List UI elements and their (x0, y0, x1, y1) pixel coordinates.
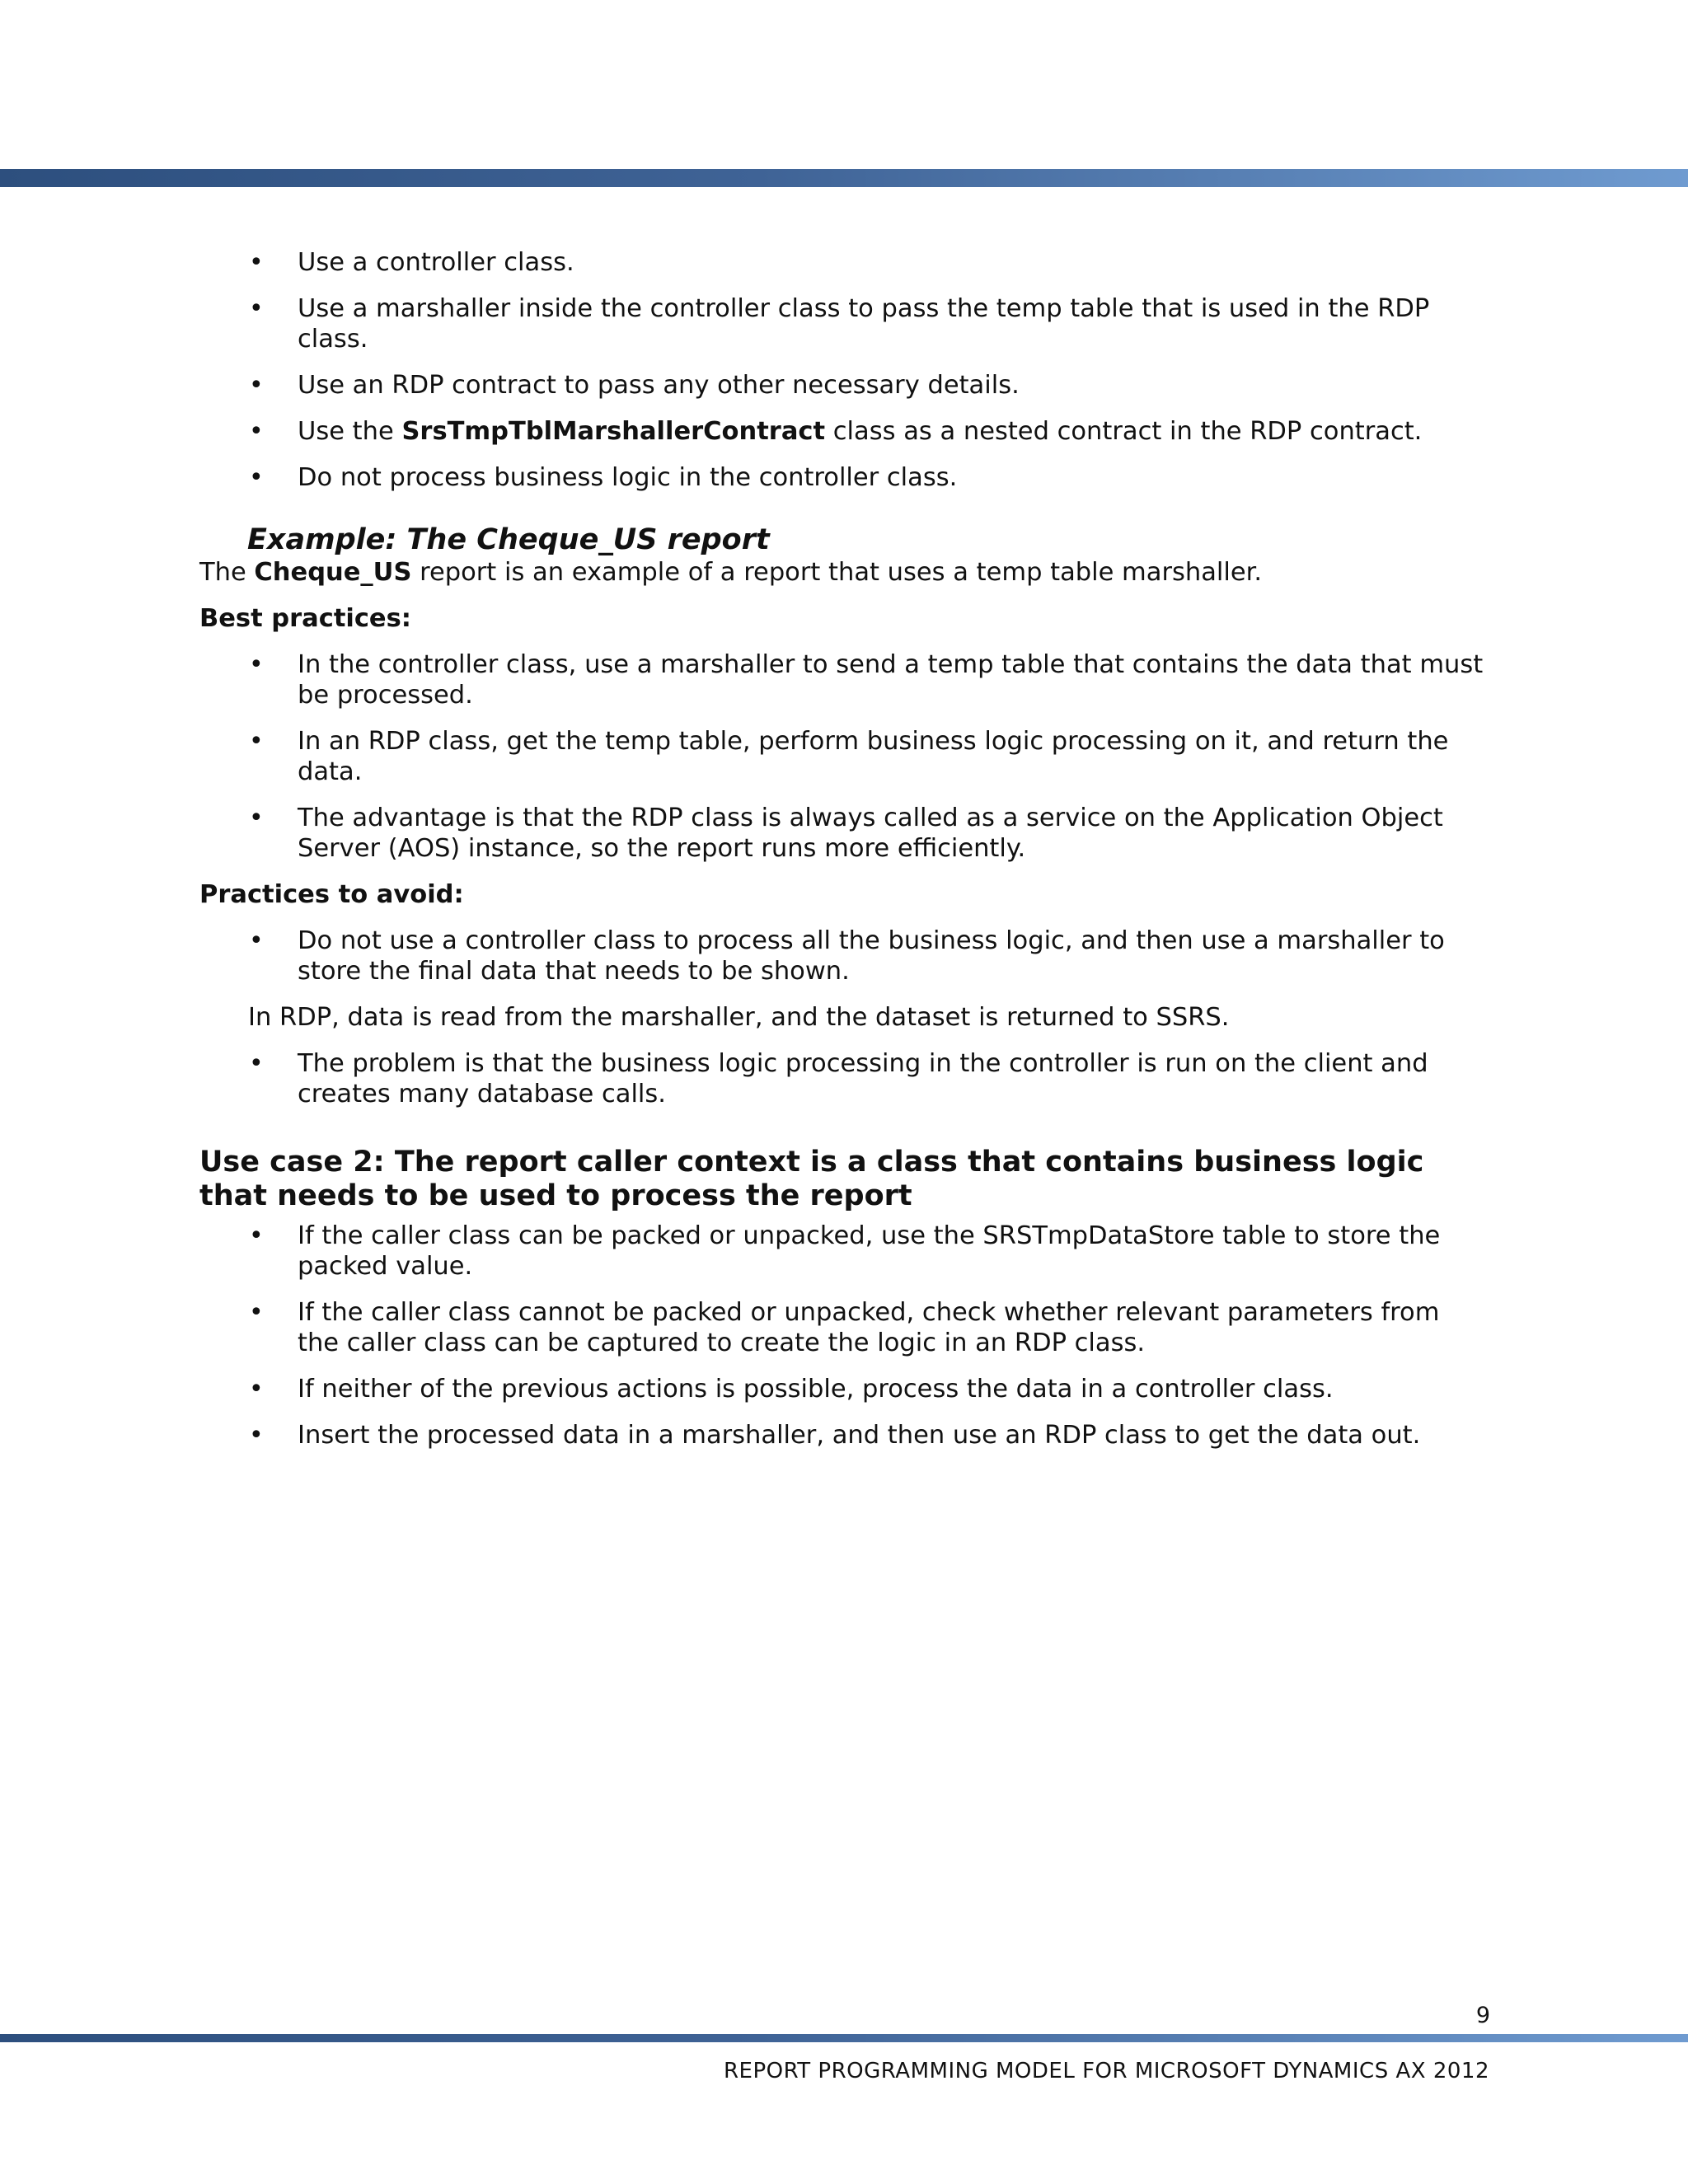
list-item: • In an RDP class, get the temp table, perform business logic processing on it, and return the data. (249, 727, 1449, 786)
bullet-icon: • (249, 926, 264, 955)
list-item: • If neither of the previous actions is possible, process the data in a controller class. (249, 1375, 1334, 1404)
bullet-icon: • (249, 1221, 264, 1250)
list-item: • Do not process business logic in the controller class. (249, 463, 958, 492)
list-item: • The problem is that the business logic processing in the controller is run on the client and creates many database calls. (249, 1049, 1428, 1108)
bullet-icon: • (249, 804, 264, 832)
report-name: Cheque_US (254, 558, 412, 587)
list-item: • Use a marshaller inside the controller class to pass the temp table that is used in the RDP class. (249, 294, 1430, 354)
practices-to-avoid-list-continued (199, 1048, 1485, 1109)
bullet-icon: • (249, 294, 264, 323)
use-case-2-list (199, 1221, 1485, 1451)
list-item: • The advantage is that the RDP class is always called as a service on the Application Object Server (AOS) instance, so the report runs more efficiently. (249, 804, 1443, 863)
example-intro: The Cheque_US report is an example of a report that uses a temp table marshaller. (199, 558, 1263, 587)
bullet-icon: • (249, 727, 264, 756)
practices-to-avoid-list (199, 926, 1485, 987)
header-rule (0, 169, 1688, 187)
page-number: 9 (1475, 2003, 1490, 2028)
bullet-icon: • (249, 1375, 264, 1404)
bullet-icon: • (249, 463, 264, 492)
list-item: • If the caller class cannot be packed or unpacked, check whether relevant parameters from the caller class can be captured to create the logic in an RDP class. (249, 1298, 1440, 1357)
bullet-icon: • (249, 1421, 264, 1450)
best-practices-label: Best practices: (199, 604, 411, 633)
best-practices-list (199, 649, 1485, 864)
list-item: • Use an RDP contract to pass any other necessary details. (249, 371, 1020, 400)
list-item: • If the caller class can be packed or unpacked, use the SRSTmpDataStore table to store the packed value. (249, 1221, 1441, 1281)
list-item: • In the controller class, use a marshaller to send a temp table that contains the data that must be processed. (249, 650, 1484, 710)
class-name: SrsTmpTblMarshallerContract (401, 417, 826, 446)
list-item: • Insert the processed data in a marshaller, and then use an RDP class to get the data out. (249, 1421, 1421, 1450)
use-case-2-heading: Use case 2: The report caller context is a class that contains business logic that needs to be used to process the report (199, 1146, 1424, 1212)
bullet-icon: • (249, 371, 264, 400)
bullet-icon: • (249, 1049, 264, 1078)
top-bullet-list (199, 247, 1485, 493)
practices-to-avoid-label: Practices to avoid: (199, 880, 464, 909)
page-content (199, 247, 1485, 1466)
bullet-icon: • (249, 248, 264, 277)
example-heading: Example: The Cheque_US report (247, 523, 770, 556)
avoid-note: In RDP, data is read from the marshaller, and the dataset is returned to SSRS. (248, 1003, 1230, 1032)
bullet-icon: • (249, 1298, 264, 1327)
footer-document-title: REPORT PROGRAMMING MODEL FOR MICROSOFT DYNAMICS AX 2012 (723, 2059, 1489, 2083)
list-item: • Use a controller class. (249, 248, 574, 277)
list-item: • Do not use a controller class to process all the business logic, and then use a marshaller to store the final data that needs to be shown. (249, 926, 1445, 986)
footer-rule (0, 2034, 1688, 2042)
bullet-icon: • (249, 417, 264, 446)
bullet-icon: • (249, 650, 264, 679)
list-item: • Use the SrsTmpTblMarshallerContract class as a nested contract in the RDP contract. (249, 417, 1423, 446)
